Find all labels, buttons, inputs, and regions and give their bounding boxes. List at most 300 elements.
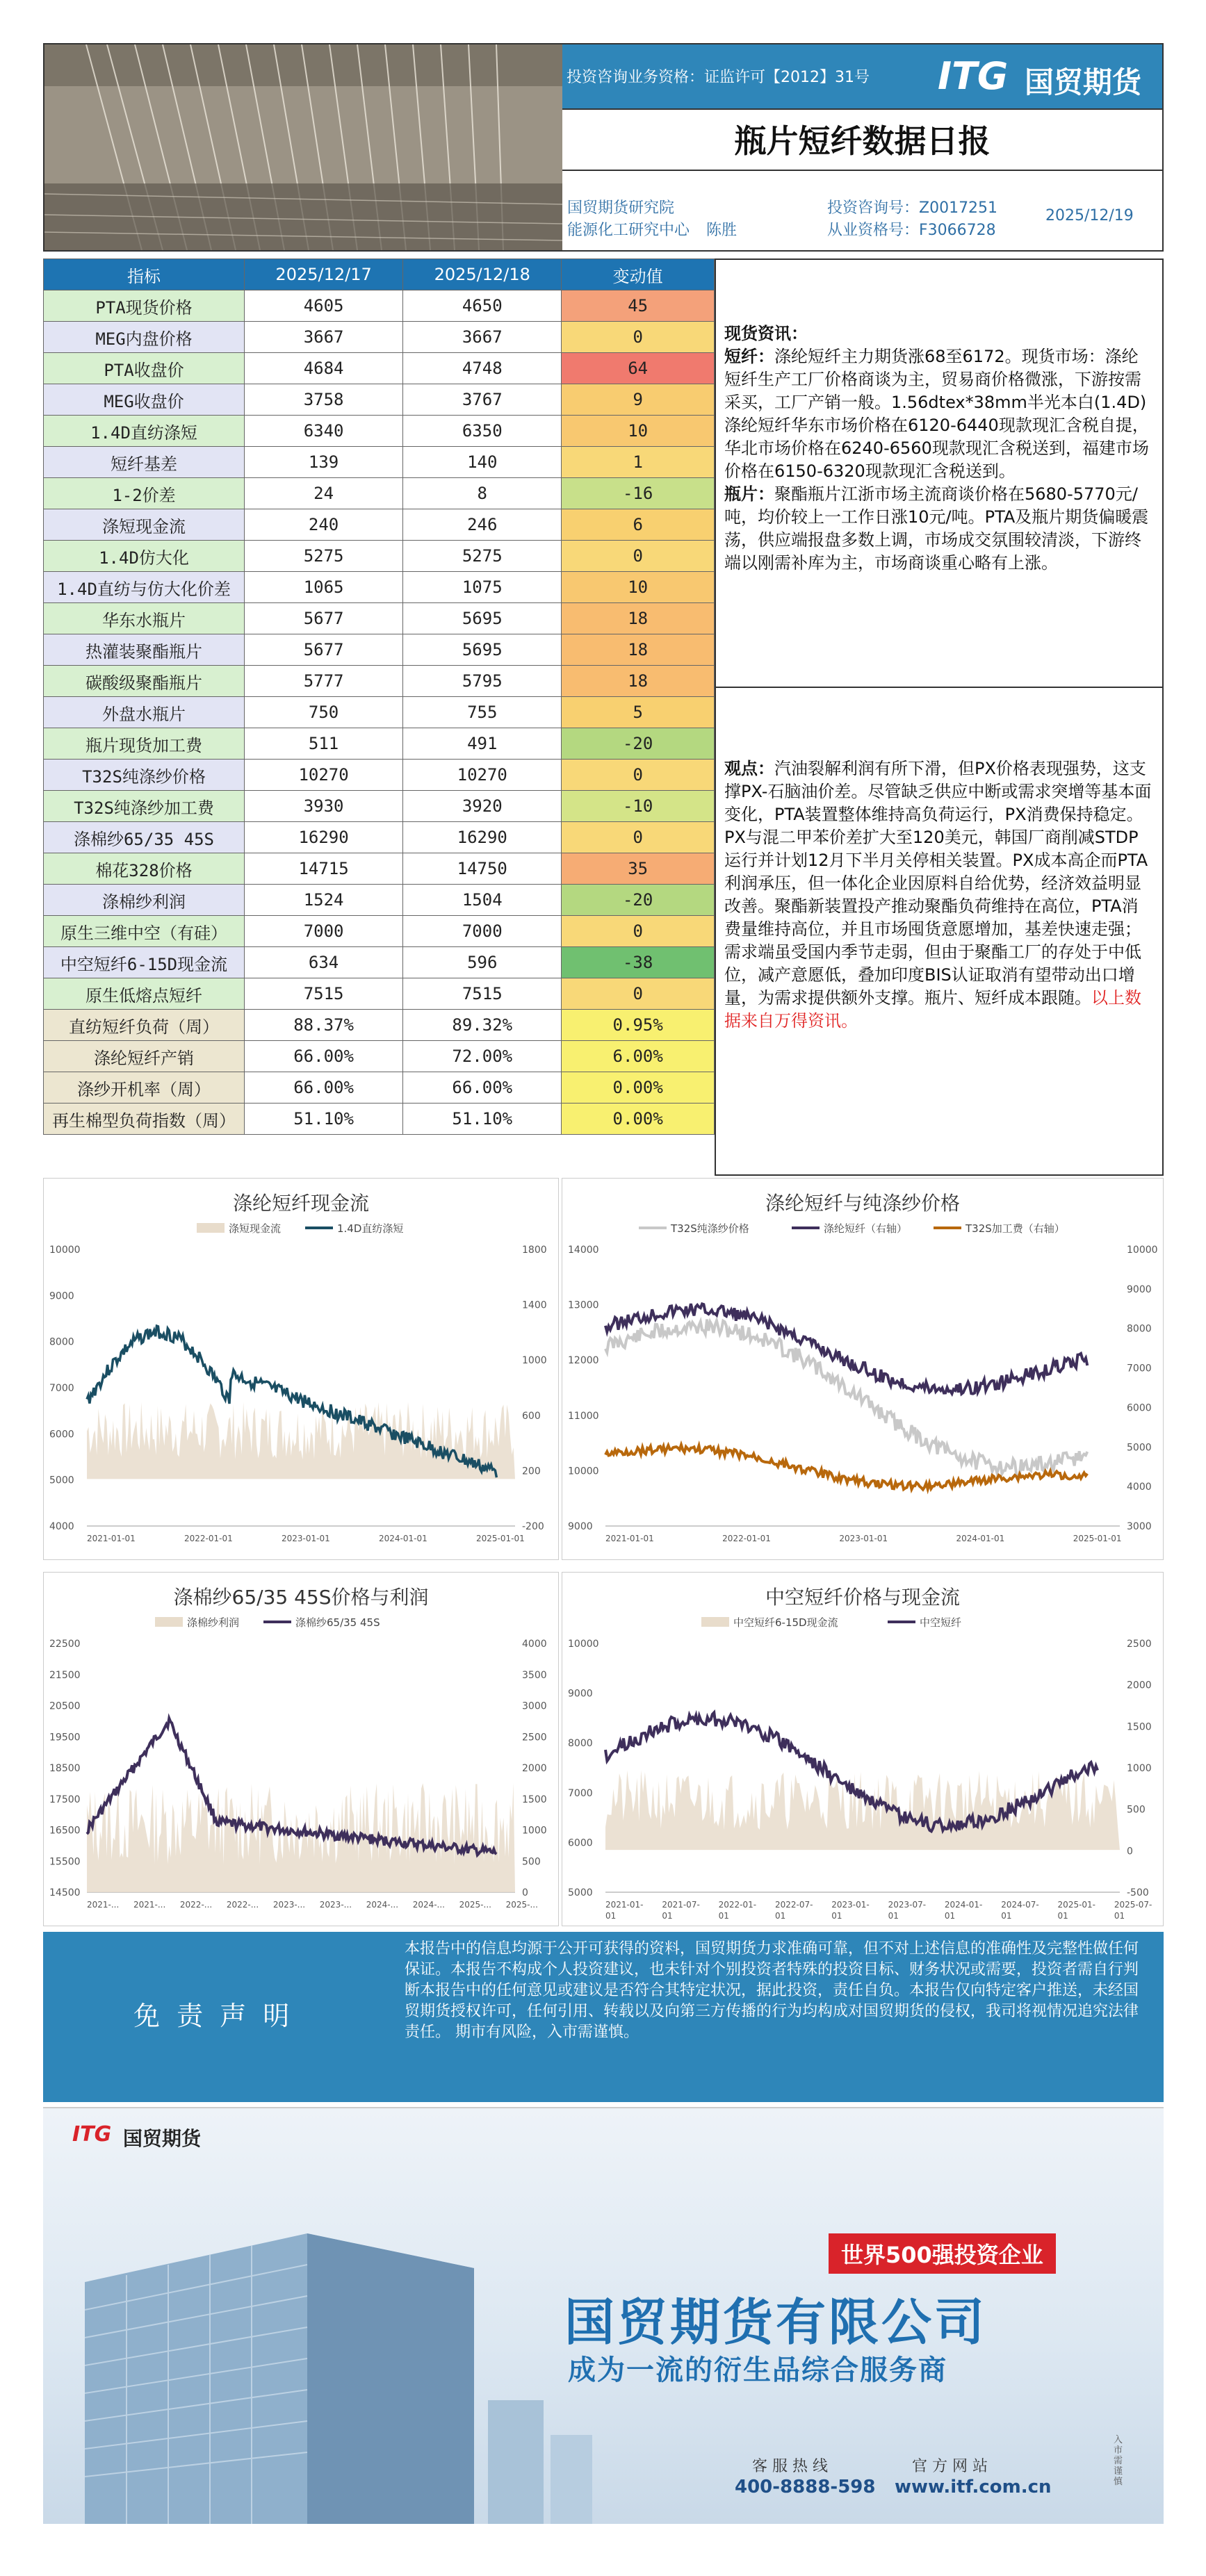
value-date-2: 140 (403, 447, 562, 478)
y-tick-right: 3000 (522, 1700, 547, 1712)
y-tick-left: 15500 (49, 1856, 81, 1868)
x-tick: 2022-01-01 (722, 1534, 771, 1543)
change-value: 0 (562, 916, 715, 947)
legend-label: 涤纶短纤（右轴） (824, 1222, 908, 1235)
y-tick-left: 9000 (568, 1521, 593, 1532)
y-tick-left: 17500 (49, 1794, 81, 1805)
value-date-1: 88.37% (245, 1010, 403, 1041)
value-date-1: 3930 (245, 791, 403, 822)
table-row (44, 697, 715, 728)
y-tick-left: 21500 (49, 1669, 81, 1681)
company-banner (43, 2107, 1164, 2524)
y-tick-left: 10000 (568, 1639, 599, 1650)
value-date-2: 66.00% (403, 1072, 562, 1104)
chart-title: 涤纶短纤与纯涤纱价格 (765, 1192, 960, 1215)
x-tick: 01 (718, 1911, 729, 1921)
legend-label: T32S加工费（右轴） (965, 1222, 1065, 1235)
x-tick: 2025-... (459, 1900, 491, 1910)
brand-name: 国贸期货 (1025, 65, 1142, 99)
x-tick: 01 (888, 1911, 899, 1921)
indicator-name: 直纺短纤负荷（周） (44, 1010, 245, 1041)
x-tick: 2021-01-01 (87, 1534, 136, 1543)
indicator-name: MEG内盘价格 (44, 322, 245, 353)
fiber-text: 涤纶短纤主力期货涨68至6172。现货市场：涤纶短纤生产工厂价格商谈为主，贸易商价格微涨，下游按需采买，工厂产销一般。1.56dtex*38mm半光本白(1.4D)涤纶短纤华东市场价格在6120-6440现款现汇含税自提，华北市场价格在6240-6560现款现汇含税送到，福建市场价格在6150-6320现款现汇含税送到。 (724, 347, 1149, 481)
source-note: 以上数据来自万得资讯。 (724, 988, 1141, 1031)
chart-fiber-cashflow (43, 1178, 559, 1560)
view-section (716, 688, 1162, 1042)
value-date-1: 5777 (245, 666, 403, 697)
indicator-name: MEG收盘价 (44, 384, 245, 416)
header-photo (44, 44, 562, 250)
line-series (605, 1304, 1087, 1394)
change-value: 45 (562, 290, 715, 322)
value-date-2: 16290 (403, 822, 562, 853)
x-tick: 2022-07- (774, 1900, 813, 1910)
x-tick: 2022-01-01 (184, 1534, 233, 1543)
table-row (44, 634, 715, 666)
value-date-1: 5275 (245, 541, 403, 572)
x-tick: 2023-01-01 (282, 1534, 330, 1543)
x-tick: 2024-... (412, 1900, 446, 1910)
change-value: 35 (562, 853, 715, 885)
indicator-name: 原生低熔点短纤 (44, 978, 245, 1010)
hotline-number: 400-8888-598 (735, 2477, 876, 2497)
y-tick-right: 1400 (522, 1299, 547, 1311)
y-tick-right: 8000 (1127, 1323, 1152, 1335)
x-tick: 2021-07- (662, 1900, 700, 1910)
indicator-name: 1.4D直纺涤短 (44, 416, 245, 447)
chart-plot (44, 1213, 558, 1559)
chart-title: 涤棉纱65/35 45S价格与利润 (173, 1586, 429, 1609)
value-date-1: 1065 (245, 572, 403, 603)
x-tick: 2024-... (366, 1900, 399, 1910)
y-tick-left: 22500 (49, 1639, 81, 1650)
y-tick-right: 2500 (522, 1732, 547, 1744)
y-tick-left: 6000 (568, 1837, 593, 1849)
indicator-name: 1-2价差 (44, 478, 245, 509)
table-row (44, 947, 715, 978)
indicator-name: 短纤基差 (44, 447, 245, 478)
x-tick: 2024-01- (944, 1900, 983, 1910)
change-value: 0.95% (562, 1010, 715, 1041)
table-row (44, 916, 715, 947)
bottle-text: 聚酯瓶片江浙市场主流商谈价格在5680-5770元/吨，均价较上一工作日涨10元/吨。PTA及瓶片期货偏暖震荡，供应端报盘多数上调，市场成交氛围较清淡，下游终端以刚需补库为主，市场商谈重心略有上涨。 (724, 484, 1149, 573)
x-tick: 2023-01- (831, 1900, 870, 1910)
y-tick-right: 7000 (1127, 1363, 1152, 1375)
data-table (43, 259, 715, 1135)
y-tick-left: 8000 (49, 1336, 74, 1348)
y-tick-left: 9000 (568, 1688, 593, 1700)
brand-logo: ITG (938, 54, 1009, 98)
table-row (44, 603, 715, 634)
table-row (44, 760, 715, 791)
value-date-2: 5275 (403, 541, 562, 572)
x-tick: 01 (1114, 1911, 1125, 1921)
table-row (44, 728, 715, 760)
value-date-2: 4748 (403, 353, 562, 384)
table-row (44, 1072, 715, 1104)
x-tick: 2021-... (87, 1900, 120, 1910)
y-tick-left: 10000 (49, 1245, 81, 1256)
chart-plot (562, 1607, 1163, 1926)
chart-title: 中空短纤价格与现金流 (765, 1586, 960, 1609)
fortune500-badge: 世界500强投资企业 (829, 2233, 1056, 2274)
indicator-name: 碳酸级聚酯瓶片 (44, 666, 245, 697)
change-value: 10 (562, 416, 715, 447)
value-date-2: 72.00% (403, 1041, 562, 1072)
indicator-name: 涤短现金流 (44, 509, 245, 541)
y-tick-right: 500 (522, 1856, 541, 1868)
value-date-2: 8 (403, 478, 562, 509)
value-date-2: 1504 (403, 885, 562, 916)
indicator-name: 热灌装聚酯瓶片 (44, 634, 245, 666)
table-row (44, 666, 715, 697)
value-date-1: 66.00% (245, 1041, 403, 1072)
value-date-1: 139 (245, 447, 403, 478)
value-date-1: 4605 (245, 290, 403, 322)
bar-series (605, 1771, 1120, 1850)
table-row (44, 384, 715, 416)
y-tick-left: 8000 (568, 1738, 593, 1750)
legend-label: 涤棉纱利润 (187, 1616, 240, 1629)
value-date-1: 14715 (245, 853, 403, 885)
x-tick: 2021-01-01 (605, 1534, 654, 1543)
value-date-1: 7515 (245, 978, 403, 1010)
change-value: -16 (562, 478, 715, 509)
legend-label: 涤棉纱65/35 45S (295, 1616, 380, 1629)
x-tick: 2023-01-01 (839, 1534, 888, 1543)
table-row (44, 1010, 715, 1041)
y-tick-left: 9000 (49, 1290, 74, 1302)
value-date-1: 1524 (245, 885, 403, 916)
y-tick-left: 7000 (568, 1787, 593, 1799)
loom-thread-image (44, 44, 562, 250)
value-date-1: 634 (245, 947, 403, 978)
x-tick: 2024-01-01 (956, 1534, 1005, 1543)
x-tick: 2021-01- (605, 1900, 644, 1910)
report-title: 瓶片短纤数据日报 (562, 108, 1162, 171)
value-date-1: 240 (245, 509, 403, 541)
indicator-name: 1.4D直纺与仿大化价差 (44, 572, 245, 603)
change-value: 18 (562, 634, 715, 666)
y-tick-left: 16500 (49, 1825, 81, 1837)
x-tick: 2025-01- (1057, 1900, 1096, 1910)
y-tick-right: 3500 (522, 1669, 547, 1681)
vertical-note: 入市需谨慎 (1114, 2435, 1123, 2487)
y-tick-left: 14500 (49, 1887, 81, 1898)
y-tick-right: 200 (522, 1466, 541, 1477)
y-tick-left: 14000 (568, 1245, 599, 1256)
indicator-name: 原生三维中空（有硅） (44, 916, 245, 947)
y-tick-left: 5000 (568, 1887, 593, 1898)
disclaimer-heading: 免 责 声 明 (133, 2001, 294, 2031)
y-tick-right: 5000 (1127, 1442, 1152, 1454)
value-date-2: 7515 (403, 978, 562, 1010)
value-date-2: 14750 (403, 853, 562, 885)
legend-swatch (197, 1223, 225, 1233)
value-date-2: 4650 (403, 290, 562, 322)
indicator-name: 涤纱开机率（周） (44, 1072, 245, 1104)
table-row (44, 290, 715, 322)
y-tick-right: 500 (1127, 1804, 1146, 1816)
y-tick-left: 18500 (49, 1763, 81, 1774)
table-row (44, 353, 715, 384)
consult-number: 投资咨询号：Z0017251 (827, 199, 998, 217)
header-brand-bar (562, 44, 1162, 108)
col-date-1: 2025/12/17 (245, 259, 403, 290)
value-date-2: 3920 (403, 791, 562, 822)
value-date-1: 10270 (245, 760, 403, 791)
change-value: 18 (562, 603, 715, 634)
y-tick-left: 6000 (49, 1429, 74, 1441)
y-tick-right: 1500 (522, 1794, 547, 1805)
fiber-label: 短纤： (724, 347, 774, 366)
change-value: 0.00% (562, 1104, 715, 1135)
indicator-name: PTA收盘价 (44, 353, 245, 384)
practice-number: 从业资格号：F3066728 (827, 222, 996, 239)
change-value: 0 (562, 322, 715, 353)
table-row (44, 478, 715, 509)
y-tick-right: 1500 (1127, 1721, 1152, 1733)
author-name: 陈胜 (706, 222, 738, 239)
change-value: 9 (562, 384, 715, 416)
value-date-1: 51.10% (245, 1104, 403, 1135)
table-row (44, 853, 715, 885)
disclaimer-section (43, 1932, 1164, 2102)
value-date-2: 755 (403, 697, 562, 728)
y-tick-right: 2000 (1127, 1680, 1152, 1691)
change-value: 10 (562, 572, 715, 603)
col-change: 变动值 (562, 259, 715, 290)
hotline-label: 客 服 热 线 (752, 2458, 828, 2475)
value-date-1: 3758 (245, 384, 403, 416)
table-row (44, 572, 715, 603)
value-date-2: 7000 (403, 916, 562, 947)
legend-label: 中空短纤6-15D现金流 (733, 1616, 838, 1629)
table-row (44, 541, 715, 572)
change-value: 18 (562, 666, 715, 697)
x-tick: 2024-01-01 (379, 1534, 427, 1543)
change-value: 64 (562, 353, 715, 384)
value-date-2: 5695 (403, 634, 562, 666)
value-date-2: 246 (403, 509, 562, 541)
commentary-panel (715, 259, 1164, 1176)
value-date-1: 511 (245, 728, 403, 760)
change-value: -20 (562, 885, 715, 916)
y-tick-right: -200 (522, 1521, 544, 1532)
y-tick-right: 10000 (1127, 1245, 1158, 1256)
indicator-name: 再生棉型负荷指数（周） (44, 1104, 245, 1135)
legend-swatch (155, 1617, 183, 1627)
value-date-1: 24 (245, 478, 403, 509)
indicator-name: 外盘水瓶片 (44, 697, 245, 728)
x-tick: 01 (831, 1911, 842, 1921)
indicator-name: 1.4D仿大化 (44, 541, 245, 572)
value-date-1: 6340 (245, 416, 403, 447)
change-value: 0 (562, 541, 715, 572)
chart-tc-yarn (43, 1572, 559, 1926)
value-date-2: 3667 (403, 322, 562, 353)
change-value: -10 (562, 791, 715, 822)
x-tick: 01 (1001, 1911, 1012, 1921)
indicator-name: T32S纯涤纱价格 (44, 760, 245, 791)
y-tick-right: 1000 (1127, 1763, 1152, 1774)
indicator-name: 瓶片现货加工费 (44, 728, 245, 760)
value-date-1: 66.00% (245, 1072, 403, 1104)
table-row (44, 416, 715, 447)
company-name: 国贸期货有限公司 (564, 2293, 988, 2352)
value-date-1: 16290 (245, 822, 403, 853)
chart-hollow-fiber (562, 1572, 1164, 1926)
value-date-1: 5677 (245, 603, 403, 634)
indicator-table (43, 259, 715, 1135)
x-tick: 2025-07- (1114, 1900, 1152, 1910)
x-tick: 01 (774, 1911, 786, 1921)
table-row (44, 322, 715, 353)
x-tick: 2023-... (272, 1900, 306, 1910)
change-value: -38 (562, 947, 715, 978)
y-tick-right: 0 (522, 1887, 528, 1898)
bar-series (87, 1402, 515, 1479)
x-tick: 2023-... (319, 1900, 352, 1910)
indicator-name: 中空短纤6-15D现金流 (44, 947, 245, 978)
disclaimer-text: 本报告中的信息均源于公开可获得的资料，国贸期货力求准确可靠，但不对上述信息的准确性及完整性做任何保证。本报告不构成个人投资建议，也未针对个别投资者特殊的投资目标、财务状况或需要，投资者需自行判断本报告中的任何意见或建议是否符合其特定状况，据此投资，责任自负。本报告仅向特定客户推送，未经国贸期货授权许可，任何引用、转载以及向第三方传播的行为均构成对国贸期货的侵权，我司将视情况追究法律责任。 期市有风险，入市需谨慎。 (405, 1940, 1139, 2041)
change-value: -20 (562, 728, 715, 760)
company-slogan: 成为一流的衍生品综合服务商 (568, 2354, 947, 2386)
indicator-name: T32S纯涤纱加工费 (44, 791, 245, 822)
indicator-name: 华东水瓶片 (44, 603, 245, 634)
x-tick: 2021-... (133, 1900, 166, 1910)
table-row (44, 1104, 715, 1135)
x-tick: 01 (944, 1911, 956, 1921)
view-text: 汽油裂解利润有所下滑，但PX价格表现强势，这支撑PX-石脑油价差。尽管缺乏供应中断或需求突增等基本面变化，PTA装置整体维持高负荷运行，PX消费保持稳定。PX与混二甲苯价差扩大至120美元，韩国厂商削减STDP运行并计划12月下半月关停相关装置。PX成本高企而PTA利润承压，但一体化企业因原料自给优势，经济效益明显改善。聚酯新装置投产推动聚酯负荷维持在高位，PTA消费量维持高位，并且市场囤货意愿增加，基差快速走强；需求端虽受国内季节走弱，但由于聚酯工厂的存处于中低位，减产意愿低，叠加印度BIS认证取消有望带动出口增量，为需求提供额外支撑。瓶片、短纤成本跟随。 (724, 759, 1152, 1008)
website-url: www.itf.com.cn (895, 2477, 1052, 2497)
y-tick-left: 11000 (568, 1410, 599, 1422)
line-series (605, 1320, 1087, 1475)
table-row (44, 978, 715, 1010)
indicator-name: 涤棉纱65/35 45S (44, 822, 245, 853)
change-value: 0 (562, 760, 715, 791)
value-date-2: 6350 (403, 416, 562, 447)
x-tick: 2022-... (179, 1900, 213, 1910)
y-tick-right: 600 (522, 1410, 541, 1422)
website-label: 官 方 网 站 (912, 2458, 988, 2475)
change-value: 6 (562, 509, 715, 541)
y-tick-right: 9000 (1127, 1283, 1152, 1295)
value-date-2: 51.10% (403, 1104, 562, 1135)
x-tick: 2025-... (505, 1900, 538, 1910)
value-date-1: 7000 (245, 916, 403, 947)
change-value: 0 (562, 978, 715, 1010)
value-date-2: 5695 (403, 603, 562, 634)
y-tick-right: 4000 (1127, 1482, 1152, 1493)
value-date-2: 10270 (403, 760, 562, 791)
y-tick-right: 1000 (522, 1825, 547, 1837)
spot-heading: 现货资讯： (724, 324, 808, 343)
value-date-2: 491 (403, 728, 562, 760)
indicator-name: 棉花328价格 (44, 853, 245, 885)
value-date-2: 596 (403, 947, 562, 978)
value-date-2: 5795 (403, 666, 562, 697)
x-tick: 2023-07- (888, 1900, 927, 1910)
spot-news-section (716, 260, 1162, 688)
y-tick-left: 7000 (49, 1383, 74, 1394)
table-row (44, 885, 715, 916)
x-tick: 2025-01-01 (1073, 1534, 1122, 1543)
chart-plot (562, 1213, 1163, 1559)
legend-label: 涤短现金流 (229, 1222, 282, 1235)
indicator-name: 涤纶短纤产销 (44, 1041, 245, 1072)
indicator-name: 涤棉纱利润 (44, 885, 245, 916)
x-tick: 2022-... (226, 1900, 259, 1910)
y-tick-right: 1800 (522, 1245, 547, 1256)
report-date: 2025/12/19 (1045, 207, 1134, 224)
bar-series (87, 1783, 515, 1892)
y-tick-right: 1000 (522, 1355, 547, 1367)
chart-plot (44, 1607, 558, 1926)
col-indicator: 指标 (44, 259, 245, 290)
change-value: 6.00% (562, 1041, 715, 1072)
chart-title: 涤纶短纤现金流 (232, 1192, 369, 1215)
y-tick-right: 6000 (1127, 1402, 1152, 1414)
legend-label: 1.4D直纺涤短 (337, 1222, 404, 1235)
value-date-1: 5677 (245, 634, 403, 666)
change-value: 0.00% (562, 1072, 715, 1104)
col-date-2: 2025/12/18 (403, 259, 562, 290)
y-tick-left: 19500 (49, 1732, 81, 1744)
y-tick-left: 20500 (49, 1700, 81, 1712)
table-header-row (44, 259, 715, 290)
table-row (44, 822, 715, 853)
table-row (44, 1041, 715, 1072)
value-date-2: 1075 (403, 572, 562, 603)
y-tick-right: 3000 (1127, 1521, 1152, 1532)
x-tick: 2022-01- (718, 1900, 757, 1910)
table-row (44, 509, 715, 541)
value-date-1: 4684 (245, 353, 403, 384)
y-tick-left: 12000 (568, 1355, 599, 1367)
value-date-2: 89.32% (403, 1010, 562, 1041)
table-row (44, 791, 715, 822)
y-tick-right: 2000 (522, 1763, 547, 1774)
y-tick-right: 4000 (522, 1639, 547, 1650)
y-tick-right: 0 (1127, 1846, 1133, 1857)
x-tick: 01 (1057, 1911, 1068, 1921)
x-tick: 01 (662, 1911, 673, 1921)
y-tick-right: 2500 (1127, 1639, 1152, 1650)
table-row (44, 447, 715, 478)
change-value: 5 (562, 697, 715, 728)
x-tick: 01 (605, 1911, 617, 1921)
y-tick-left: 13000 (568, 1299, 599, 1311)
change-value: 0 (562, 822, 715, 853)
license-text: 投资咨询业务资格：证监许可【2012】31号 (567, 69, 870, 86)
research-center: 能源化工研究中心 (567, 222, 690, 239)
institute-name: 国贸期货研究院 (567, 199, 675, 217)
view-label: 观点： (724, 759, 774, 778)
chart-fiber-yarn-price (562, 1178, 1164, 1560)
y-tick-left: 10000 (568, 1466, 599, 1477)
ad-brand-name: 国贸期货 (123, 2127, 202, 2150)
change-value: 1 (562, 447, 715, 478)
y-tick-left: 5000 (49, 1475, 74, 1486)
ad-brand-logo: ITG (72, 2122, 112, 2147)
legend-label: T32S纯涤纱价格 (671, 1222, 749, 1235)
report-header (43, 43, 1164, 252)
x-tick: 2025-01-01 (476, 1534, 525, 1543)
y-tick-right: -500 (1127, 1887, 1149, 1898)
y-tick-left: 4000 (49, 1521, 74, 1532)
